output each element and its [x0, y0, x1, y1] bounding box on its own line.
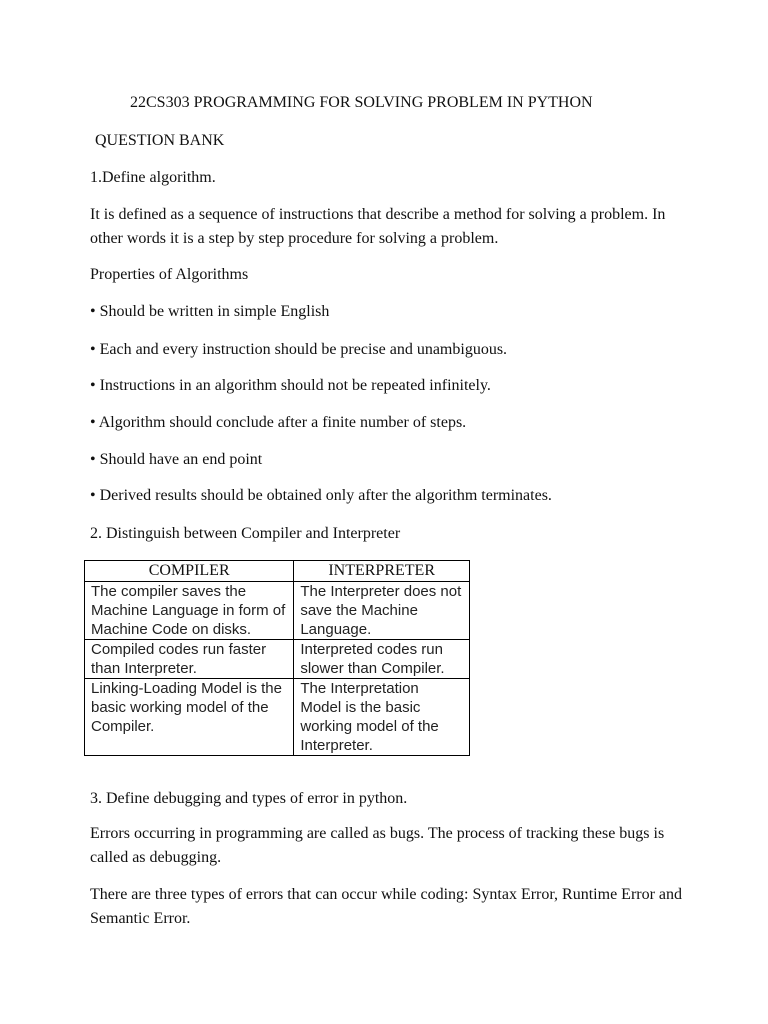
property-item: • Should have an end point	[90, 451, 263, 468]
property-item: • Should be written in simple English	[90, 303, 330, 320]
property-item: • Each and every instruction should be precise and unambiguous.	[90, 341, 508, 358]
column-header-compiler: COMPILER	[85, 561, 294, 582]
property-item: • Instructions in an algorithm should not be repeated infinitely.	[90, 377, 491, 394]
table-cell: The Interpreter does not save the Machine Language.	[294, 582, 470, 640]
table-header-row	[85, 561, 470, 582]
question-2: 2. Distinguish between Compiler and Interpreter	[90, 525, 401, 542]
table-cell: Interpreted codes run slower than Compiler.	[294, 640, 470, 679]
table-row	[85, 640, 470, 679]
table-cell: Linking-Loading Model is the basic working model of the Compiler.	[85, 679, 294, 756]
question-3: 3. Define debugging and types of error in python.	[90, 790, 408, 807]
table-cell: The compiler saves the Machine Language in form of Machine Code on disks.	[85, 582, 294, 640]
property-item: • Algorithm should conclude after a finite number of steps.	[90, 414, 467, 431]
question-1: 1.Define algorithm.	[90, 169, 216, 186]
comparison-table	[84, 560, 470, 756]
table-cell: Compiled codes run faster than Interpreter.	[85, 640, 294, 679]
property-item: • Derived results should be obtained only after the algorithm terminates.	[90, 487, 552, 504]
answer-1: It is defined as a sequence of instructions that describe a method for solving a problem. In other words it is a step by step procedure for solving a problem.	[90, 206, 666, 247]
table-row	[85, 679, 470, 756]
error-types-bullet: There are three types of errors that can occur while coding: Syntax Error, Runtime Error and Semantic Error.	[90, 886, 683, 927]
answer-3: Errors occurring in programming are called as bugs. The process of tracking these bugs is called as debugging.	[90, 825, 665, 866]
page-subtitle: QUESTION BANK	[95, 132, 225, 149]
properties-heading: Properties of Algorithms	[90, 266, 249, 283]
table-row	[85, 582, 470, 640]
page-title: 22CS303 PROGRAMMING FOR SOLVING PROBLEM IN PYTHON	[130, 94, 593, 111]
table-cell: The Interpretation Model is the basic working model of the Interpreter.	[294, 679, 470, 756]
column-header-interpreter: INTERPRETER	[294, 561, 470, 582]
